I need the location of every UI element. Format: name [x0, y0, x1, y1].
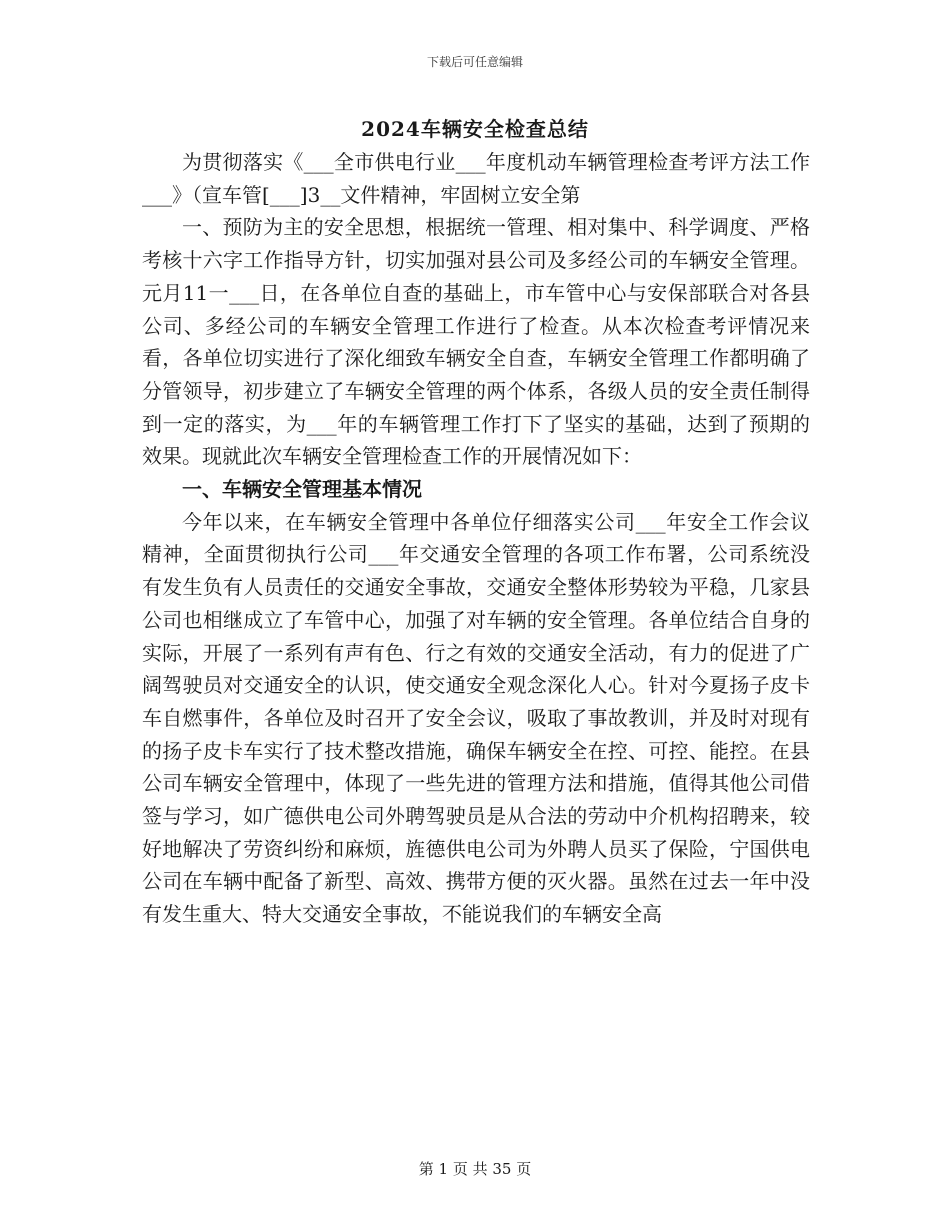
document-title: 2024车辆安全检查总结	[361, 117, 589, 141]
header-note: 下载后可任意编辑	[426, 55, 523, 69]
paragraph-overview: 一、预防为主的安全思想，根据统一管理、相对集中、科学调度、严格考核十六字工作指导方针，切实加强对县公司及多经公司的车辆安全管理。元月11一___日，在各单位自查的基础上，市车管中心与安保部联合对各县公司、多经公司的车辆安全管理工作进行了检查。从本次检查考评情况来看，各单位切实进行了深化细致车辆安全自查，车辆安全管理工作都明确了分管领导，初步建立了车辆安全管理的两个体系，各级人员的安全责任制得到一定的落实，为___年的车辆管理工作打下了坚实的基础，达到了预期的效果。现就此次车辆安全管理检查工作的开展情况如下：	[142, 215, 810, 469]
page-number: 第 1 页 共 35 页	[418, 1160, 532, 1178]
document-body	[142, 146, 810, 931]
paragraph-intro: 为贯彻落实《___全市供电行业___年度机动车辆管理检查考评方法工作___》（宣车管[___]3__文件精神，牢固树立安全第	[142, 150, 810, 207]
section-heading: 一、车辆安全管理基本情况	[182, 477, 422, 502]
paragraph-details: 今年以来，在车辆安全管理中各单位仔细落实公司___年安全工作会议精神，全面贯彻执行公司___年交通安全管理的各项工作布署，公司系统没有发生负有人员责任的交通安全事故，交通安全整体形势较为平稳，几家县公司也相继成立了车管中心，加强了对车辆的安全管理。各单位结合自身的实际，开展了一系列有声有色、行之有效的交通安全活动，有力的促进了广阔驾驶员对交通安全的认识，使交通安全观念深化人心。针对今夏扬子皮卡车自燃事件，各单位及时召开了安全会议，吸取了事故教训，并及时对现有的扬子皮卡车实行了技术整改措施，确保车辆安全在控、可控、能控。在县公司车辆安全管理中，体现了一些先进的管理方法和措施，值得其他公司借签与学习，如广德供电公司外聘驾驶员是从合法的劳动中介机构招聘来，较好地解决了劳资纠纷和麻烦，旌德供电公司为外聘人员买了保险，宁国供电公司在车辆中配备了新型、高效、携带方便的灭火器。虽然在过去一年中没有发生重大、特大交通安全事故，不能说我们的车辆安全高	[142, 509, 810, 927]
